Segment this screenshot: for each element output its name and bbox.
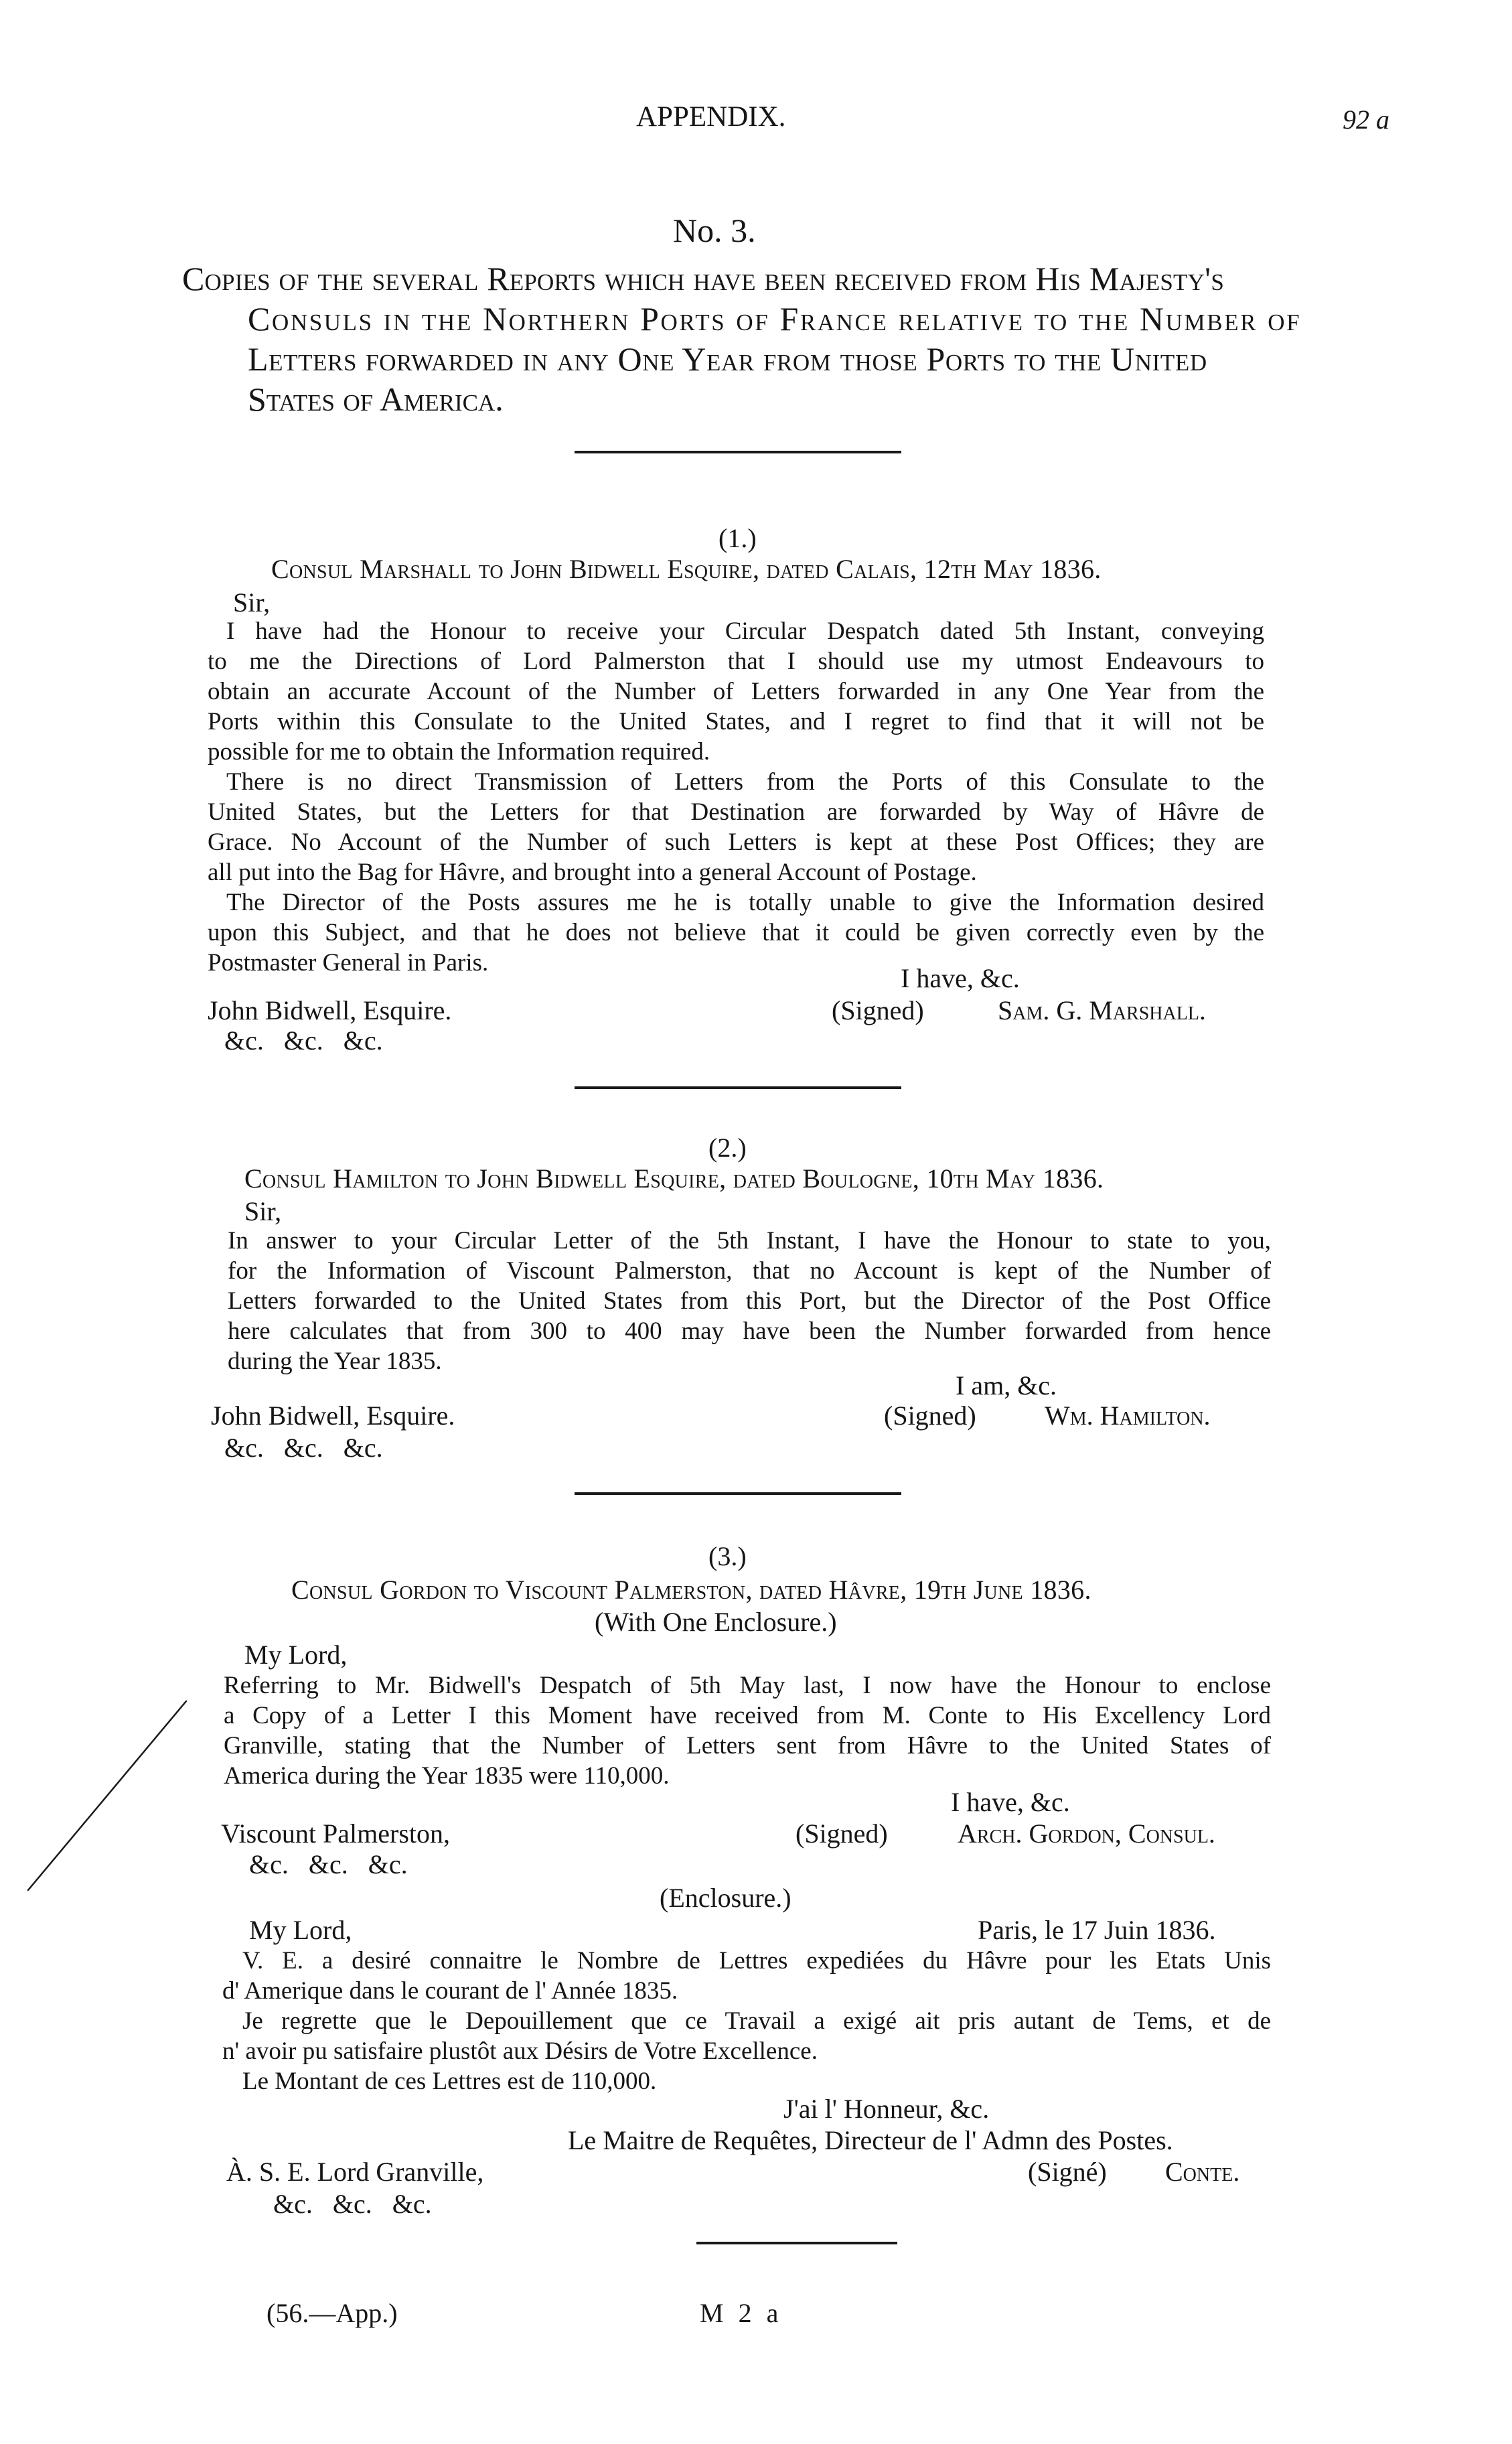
enclosure-signed: (Signé) (1028, 2157, 1107, 2187)
letter2-heading: Consul Hamilton to John Bidwell Esquire, dated Boulogne, 10th May 1836. (244, 1163, 1104, 1194)
enclosure-line: d' Amerique dans le courant de l' Année 1835. (222, 1977, 678, 2005)
letter2-line: Letters forwarded to the United States from this Port, but the Director of the Post Office (228, 1287, 1271, 1315)
letter2-signed: (Signed) (884, 1400, 976, 1431)
letter3-heading: Consul Gordon to Viscount Palmerston, dated Hâvre, 19th June 1836. (291, 1575, 1091, 1605)
enclosure-line: V. E. a desiré connaitre le Nombre de Lettres expediées du Hâvre pour les Etats Unis (242, 1947, 1271, 1974)
letter3-body (224, 1670, 1271, 1791)
letter2-line: In answer to your Circular Letter of the 5th Instant, I have the Honour to state to you, (228, 1227, 1271, 1254)
intro-title-line-3: Letters forwarded in any One Year from those Ports to the United (248, 340, 1207, 378)
letter2-etc: &c. &c. &c. (224, 1433, 383, 1463)
letter2-addressee: John Bidwell, Esquire. (211, 1400, 455, 1431)
letter1-salutation: Sir, (233, 587, 271, 618)
margin-pen-stroke (20, 1695, 194, 1909)
page-number: 92 a (1343, 104, 1389, 135)
letter3-line: Granville, stating that the Number of Letters sent from Hâvre to the United States of (224, 1732, 1271, 1759)
letter1-heading: Consul Marshall to John Bidwell Esquire, dated Calais, 12th May 1836. (271, 554, 1102, 584)
enclosure-line: n' avoir pu satisfaire plustôt aux Désirs de Votre Excellence. (222, 2037, 818, 2065)
letter3-etc: &c. &c. &c. (249, 1849, 408, 1879)
letter1-closing: I have, &c. (901, 963, 1020, 993)
letter1-line: to me the Directions of Lord Palmerston that I should use my utmost Endeavours to (208, 648, 1264, 675)
letter2-signatory: Wm. Hamilton. (1045, 1400, 1211, 1431)
letter3-line: America during the Year 1835 were 110,000. (224, 1762, 670, 1790)
letter1-line: Postmaster General in Paris. (208, 949, 489, 977)
letter3-number: (3.) (708, 1541, 747, 1571)
enclosure-line: Le Montant de ces Lettres est de 110,000. (242, 2068, 657, 2095)
letter1-line: The Director of the Posts assures me he is totally unable to give the Information desired (226, 889, 1264, 916)
letter1-number: (1.) (719, 523, 757, 553)
letter1-line: Ports within this Consulate to the United States, and I regret to find that it will not be (208, 708, 1264, 735)
letter3-subheading: (With One Enclosure.) (595, 1607, 837, 1637)
letter1-line: I have had the Honour to receive your Circular Despatch dated 5th Instant, conveying (226, 618, 1264, 645)
letter1-addressee: John Bidwell, Esquire. (208, 995, 452, 1025)
letter3-signed: (Signed) (796, 1818, 888, 1849)
letter3-closing: I have, &c. (951, 1787, 1070, 1817)
enclosure-body (222, 1946, 1271, 2096)
letter1-line: United States, but the Letters for that Destination are forwarded by Way of Hâvre de (208, 798, 1264, 826)
letter1-line: all put into the Bag for Hâvre, and brought into a general Account of Postage. (208, 859, 977, 886)
footer-code: (56.—App.) (267, 2298, 398, 2328)
letter2-line: for the Information of Viscount Palmerston, that no Account is kept of the Number of (228, 1257, 1271, 1285)
enclosure-closing: J'ai l' Honneur, &c. (783, 2094, 990, 2124)
divider-1 (575, 451, 901, 453)
enclosure-signatory: Conte. (1165, 2157, 1240, 2187)
letter1-etc: &c. &c. &c. (224, 1025, 383, 1056)
letter3-addressee: Viscount Palmerston, (221, 1818, 451, 1849)
letter1-signed: (Signed) (832, 995, 924, 1025)
letter3-signatory: Arch. Gordon, Consul. (958, 1818, 1215, 1849)
letter1-line: There is no direct Transmission of Letters from the Ports of this Consulate to the (226, 768, 1264, 796)
enclosure-label: (Enclosure.) (660, 1883, 791, 1913)
letter2-number: (2.) (708, 1133, 747, 1163)
letter2-salutation: Sir, (244, 1196, 282, 1226)
divider-4 (696, 2242, 897, 2244)
letter1-line: Grace. No Account of the Number of such Letters is kept at these Post Offices; they are (208, 829, 1264, 856)
enclosure-place-date: Paris, le 17 Juin 1836. (978, 1915, 1216, 1945)
divider-3 (575, 1492, 901, 1495)
intro-title-line-1: Copies of the several Reports which have been received from His Majesty's (182, 260, 1224, 297)
letter1-signatory: Sam. G. Marshall. (998, 995, 1206, 1025)
intro-title-line-2: Consuls in the Northern Ports of France relative to the Number of (248, 300, 1302, 338)
enclosure-addressee: À. S. E. Lord Granville, (226, 2157, 484, 2187)
enclosure-office: Le Maitre de Requêtes, Directeur de l' Admn des Postes. (568, 2125, 1173, 2155)
footer-signature-mark: M 2 a (700, 2298, 783, 2328)
document-number: No. 3. (673, 212, 756, 249)
letter3-salutation: My Lord, (244, 1640, 348, 1670)
intro-title-line-4: States of America. (248, 380, 504, 418)
running-title: APPENDIX. (636, 101, 786, 133)
letter1-body (208, 616, 1264, 978)
letter2-closing: I am, &c. (956, 1370, 1057, 1400)
enclosure-etc: &c. &c. &c. (273, 2189, 432, 2219)
letter2-body (228, 1226, 1271, 1376)
letter3-line: a Copy of a Letter I this Moment have received from M. Conte to His Excellency Lord (224, 1702, 1271, 1729)
letter1-line: possible for me to obtain the Information required. (208, 738, 710, 766)
letter3-line: Referring to Mr. Bidwell's Despatch of 5th May last, I now have the Honour to enclose (224, 1672, 1271, 1699)
letter2-line: here calculates that from 300 to 400 may have been the Number forwarded from hence (228, 1317, 1271, 1345)
letter2-line: during the Year 1835. (228, 1348, 442, 1375)
letter1-line: obtain an accurate Account of the Number of Letters forwarded in any One Year from the (208, 678, 1264, 705)
divider-2 (575, 1086, 901, 1089)
enclosure-line: Je regrette que le Depouillement que ce Travail a exigé ait pris autant de Tems, et de (242, 2007, 1271, 2035)
enclosure-salutation: My Lord, (249, 1915, 352, 1945)
letter1-line: upon this Subject, and that he does not believe that it could be given correctly even by the (208, 919, 1264, 946)
